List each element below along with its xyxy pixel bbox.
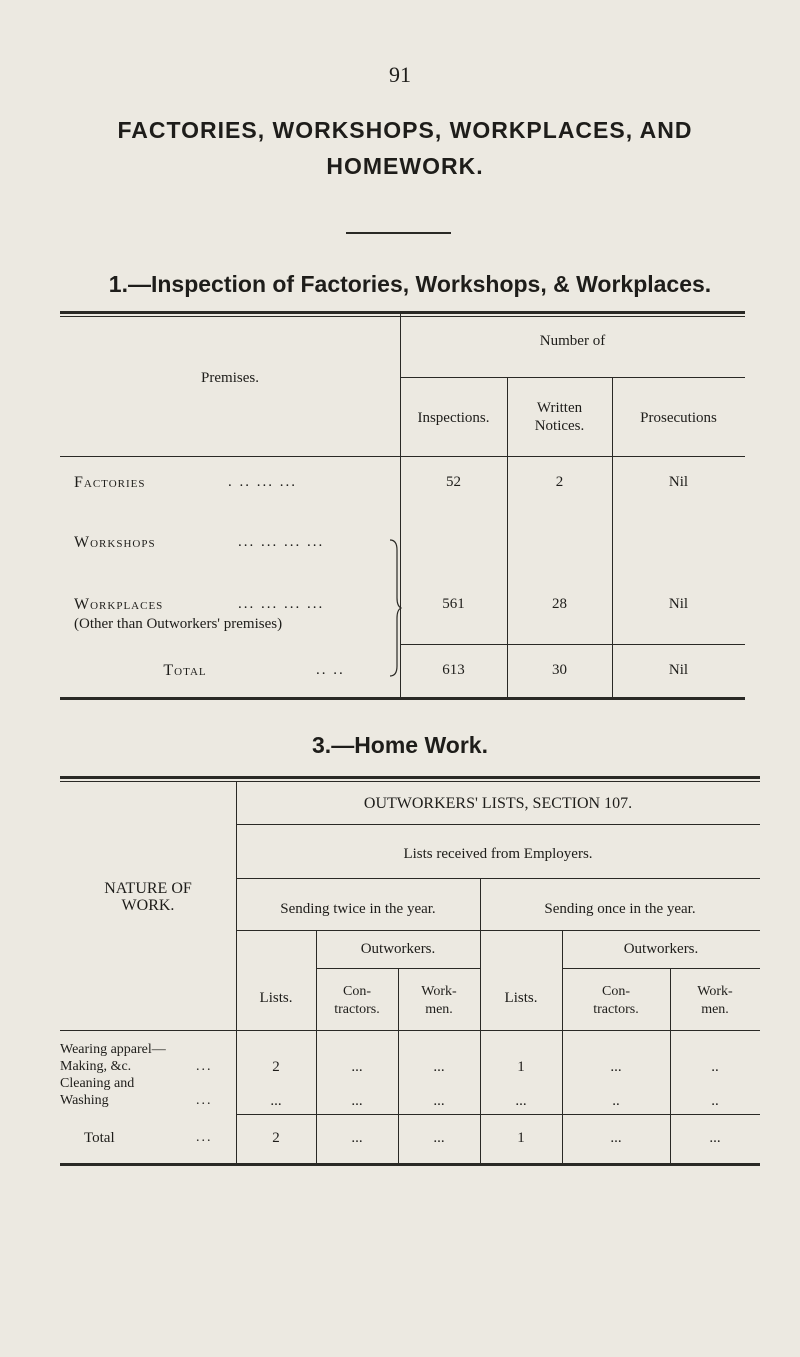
cell-making-lists-a: 2 xyxy=(272,1059,280,1075)
workplaces-note: (Other than Outworkers' premises) xyxy=(74,616,283,632)
cell-total-lists-a: 2 xyxy=(272,1130,280,1146)
section-107-rule xyxy=(236,824,760,825)
number-of-rule xyxy=(400,377,745,378)
cell-total-contractors-b: ... xyxy=(610,1130,622,1146)
main-title xyxy=(60,112,750,184)
header-bottom-rule xyxy=(60,456,745,457)
dot-leader: .. .. xyxy=(316,662,345,678)
written-notices-line-1: Written xyxy=(536,400,583,416)
nature-line-2: WORK. xyxy=(121,897,175,914)
workplaces-inspections: 561 xyxy=(442,596,465,612)
row-label-workshops: Workshops xyxy=(74,534,156,551)
cell-making-lists-b: 1 xyxy=(517,1059,525,1075)
dot-leader: ... ... ... ... xyxy=(238,596,325,612)
contractors-a-line-1: Con- xyxy=(343,984,371,999)
table-top-rule xyxy=(60,776,760,779)
nature-line-1: NATURE OF xyxy=(104,880,192,897)
written-notices-header xyxy=(507,399,612,435)
factories-inspections: 52 xyxy=(446,474,461,490)
cell-washing-lists-a: ... xyxy=(270,1093,282,1109)
table-bottom-rule xyxy=(60,697,745,700)
cell-making-contractors-a: ... xyxy=(351,1059,363,1075)
workmen-header-b xyxy=(670,983,760,1019)
cell-washing-lists-b: ... xyxy=(515,1093,527,1109)
lists-received-header: Lists received from Employers. xyxy=(403,846,593,862)
total-notices: 30 xyxy=(552,662,567,678)
cleaning-label: Cleaning and xyxy=(60,1076,135,1091)
cell-washing-contractors-b: .. xyxy=(612,1093,620,1109)
wearing-apparel-label: Wearing apparel— xyxy=(60,1042,166,1057)
factories-prosecutions: Nil xyxy=(668,474,689,490)
lists-header-b: Lists. xyxy=(504,990,538,1006)
nature-of-work-header xyxy=(60,880,236,914)
row-label-workplaces: Workplaces xyxy=(74,596,164,613)
cell-total-workmen-a: ... xyxy=(433,1130,445,1146)
table-top-rule xyxy=(60,311,745,314)
cell-washing-workmen-a: ... xyxy=(433,1093,445,1109)
making-label: Making, &c. xyxy=(60,1059,132,1074)
contractors-b-line-2: tractors. xyxy=(593,1002,639,1017)
written-notices-line-2: Notices. xyxy=(534,418,585,434)
lists-header-a: Lists. xyxy=(259,990,293,1006)
title-divider xyxy=(346,232,451,234)
row-label-factories: Factories xyxy=(74,474,146,491)
outworkers-rule-b xyxy=(562,968,760,969)
workmen-b-line-1: Work- xyxy=(697,984,733,999)
sending-once-header: Sending once in the year. xyxy=(544,901,696,917)
total-rule xyxy=(236,1114,760,1115)
workmen-a-line-2: men. xyxy=(425,1002,453,1017)
total-inspections: 613 xyxy=(442,662,465,678)
outworkers-lists-header: OUTWORKERS' LISTS, SECTION 107. xyxy=(363,795,633,812)
contractors-header-b xyxy=(562,983,670,1019)
contractors-b-line-1: Con- xyxy=(602,984,630,999)
header-bottom-rule xyxy=(60,1030,760,1031)
outworkers-header-b: Outworkers. xyxy=(623,941,699,957)
workmen-b-line-2: men. xyxy=(701,1002,729,1017)
cell-making-workmen-b: .. xyxy=(711,1059,719,1075)
inspections-header: Inspections. xyxy=(417,410,490,426)
dot-leader: ... xyxy=(196,1093,213,1108)
lists-received-rule xyxy=(236,878,760,879)
cell-washing-contractors-a: ... xyxy=(351,1093,363,1109)
contractors-a-line-2: tractors. xyxy=(334,1002,380,1017)
cell-making-workmen-a: ... xyxy=(433,1059,445,1075)
workplaces-prosecutions: Nil xyxy=(668,596,689,612)
number-of-header: Number of xyxy=(539,333,606,349)
table-bottom-rule xyxy=(60,1163,760,1166)
table-top-rule-thin xyxy=(60,316,745,317)
table-top-rule-thin xyxy=(60,781,760,782)
sending-twice-header: Sending twice in the year. xyxy=(280,901,436,917)
cell-making-contractors-b: ... xyxy=(610,1059,622,1075)
sending-rule xyxy=(236,930,760,931)
dot-leader: ... xyxy=(196,1059,213,1074)
row-label-total: Total xyxy=(163,662,207,679)
column-rule xyxy=(480,878,481,1164)
workmen-a-line-1: Work- xyxy=(421,984,457,999)
contractors-header-a xyxy=(316,983,398,1019)
factories-notices: 2 xyxy=(555,474,564,490)
washing-label: Washing xyxy=(60,1093,109,1108)
dot-leader: ... ... ... ... xyxy=(238,534,325,550)
column-rule xyxy=(562,930,563,1164)
main-title-line-1: FACTORIES, WORKSHOPS, WORKPLACES, AND xyxy=(117,117,693,143)
cell-total-lists-b: 1 xyxy=(517,1130,525,1146)
column-rule xyxy=(316,930,317,1164)
main-title-line-2: HOMEWORK. xyxy=(326,153,484,179)
cell-total-workmen-b: ... xyxy=(709,1130,721,1146)
total-rule xyxy=(400,644,745,645)
page-number: 91 xyxy=(389,62,411,87)
prosecutions-header: Prosecutions xyxy=(640,410,717,426)
workmen-header-a xyxy=(398,983,480,1019)
section-1-title: 1.—Inspection of Factories, Workshops, & Workplaces. xyxy=(108,271,712,297)
premises-header: Premises. xyxy=(201,370,259,386)
workplaces-notices: 28 xyxy=(552,596,567,612)
total-prosecutions: Nil xyxy=(668,662,689,678)
cell-total-contractors-a: ... xyxy=(351,1130,363,1146)
section-3-title: 3.—Home Work. xyxy=(312,732,488,758)
dot-leader: ... xyxy=(196,1130,213,1145)
dot-leader: . .. ... ... xyxy=(228,474,297,490)
cell-washing-workmen-b: .. xyxy=(711,1093,719,1109)
outworkers-header-a: Outworkers. xyxy=(360,941,436,957)
total-label: Total xyxy=(84,1130,115,1146)
